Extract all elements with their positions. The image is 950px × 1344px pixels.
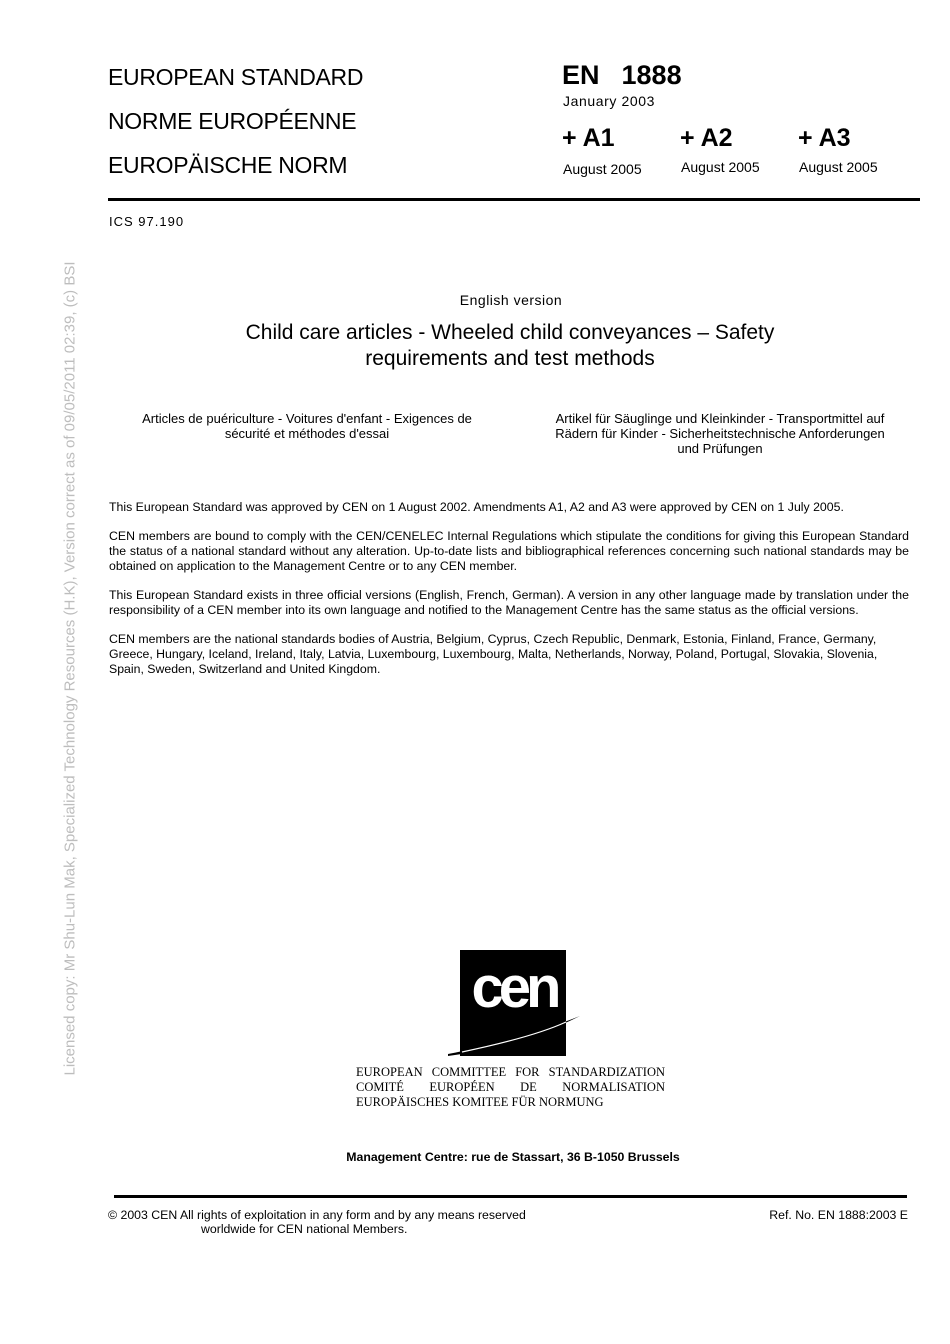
org-name-en: EUROPEAN COMMITTEE FOR STANDARDIZATION: [356, 1065, 665, 1079]
standard-code: 1888: [621, 60, 682, 90]
copyright-notice: [108, 1208, 526, 1236]
standard-name-fr: NORME EUROPÉENNE: [108, 108, 357, 134]
amendment-a1-date: August 2005: [563, 161, 642, 177]
french-title-line-1: Articles de puériculture - Voitures d'enfant - Exigences de: [142, 411, 472, 426]
standard-prefix: EN: [562, 60, 600, 90]
approval-paragraph: This European Standard was approved by CEN on 1 August 2002. Amendments A1, A2 and A3 were approved by CEN on 1 July 2005.: [109, 500, 844, 514]
versions-paragraph: This European Standard exists in three official versions (English, French, German). A version in any other language made by translation under the responsibility of a CEN member into its own language and notified to the Management Centre has the same status as the official versions.: [109, 588, 909, 617]
amendment-a3-date: August 2005: [799, 159, 878, 175]
footer-divider: [114, 1195, 907, 1198]
title-line-2: requirements and test methods: [365, 347, 655, 370]
header-divider: [108, 198, 920, 201]
standard-number: [562, 60, 682, 91]
german-title-line-3: und Prüfungen: [677, 441, 763, 456]
german-title-line-2: Rädern für Kinder - Sicherheitstechnische Anforderungen: [555, 426, 885, 441]
org-name-de: EUROPÄISCHES KOMITEE FÜR NORMUNG: [356, 1095, 604, 1109]
org-name-fr: COMITÉ EUROPÉEN DE NORMALISATION: [356, 1080, 665, 1094]
french-title-line-2: sécurité et méthodes d'essai: [224, 426, 390, 441]
standard-date: January 2003: [563, 93, 656, 109]
license-watermark: Licensed copy: Mr Shu-Lun Mak, Specialized Technology Resources (H.K), Version correct as of 09/05/2011 02:39, (c) BSI: [61, 261, 79, 1076]
language-version: English version: [459, 292, 563, 308]
amendment-a2-date: August 2005: [681, 159, 760, 175]
german-title-line-1: Artikel für Säuglinge und Kleinkinder - Transportmittel auf: [555, 411, 885, 426]
ics-code: ICS 97.190: [109, 214, 185, 229]
standard-name-en: EUROPEAN STANDARD: [108, 64, 364, 90]
reference-number: Ref. No. EN 1888:2003 E: [769, 1208, 908, 1222]
amendment-a2-label: + A2: [680, 124, 733, 152]
title-line-1: Child care articles - Wheeled child conveyances – Safety: [245, 321, 775, 344]
regulations-paragraph: CEN members are bound to comply with the CEN/CENELEC Internal Regulations which stipulate the conditions for giving this European Standard the status of a national standard without any alteration. Up-to-date lists and bibliographical references concerning such national standards may be obtained on application to the Management Centre or to any CEN member.: [109, 529, 909, 573]
french-title: [130, 411, 484, 441]
cen-logo-text: cen: [471, 955, 557, 1020]
management-centre-address: Management Centre: rue de Stassart, 36 B-1050 Brussels: [346, 1150, 680, 1164]
standard-name-de: EUROPÄISCHE NORM: [108, 152, 348, 178]
members-paragraph: CEN members are the national standards bodies of Austria, Belgium, Cyprus, Czech Republic, Denmark, Estonia, Finland, France, Germany, Greece, Hungary, Iceland, Ireland, Italy, Latvia, Luxembourg, Luxembourg, Malta, Netherlands, Norway, Poland, Portugal, Slovakia, Slovenia, Spain, Sweden, Switzerland and United Kingdom.: [109, 632, 878, 676]
copyright-line-2: worldwide for CEN national Members.: [201, 1222, 408, 1236]
document-title: [200, 320, 820, 372]
copyright-line-1: © 2003 CEN All rights of exploitation in any form and by any means reserved: [108, 1208, 526, 1222]
amendment-a1-label: + A1: [562, 124, 615, 152]
amendment-a3-label: + A3: [798, 124, 851, 152]
cen-logo-swoosh: [440, 1010, 590, 1060]
german-title: [548, 411, 892, 456]
